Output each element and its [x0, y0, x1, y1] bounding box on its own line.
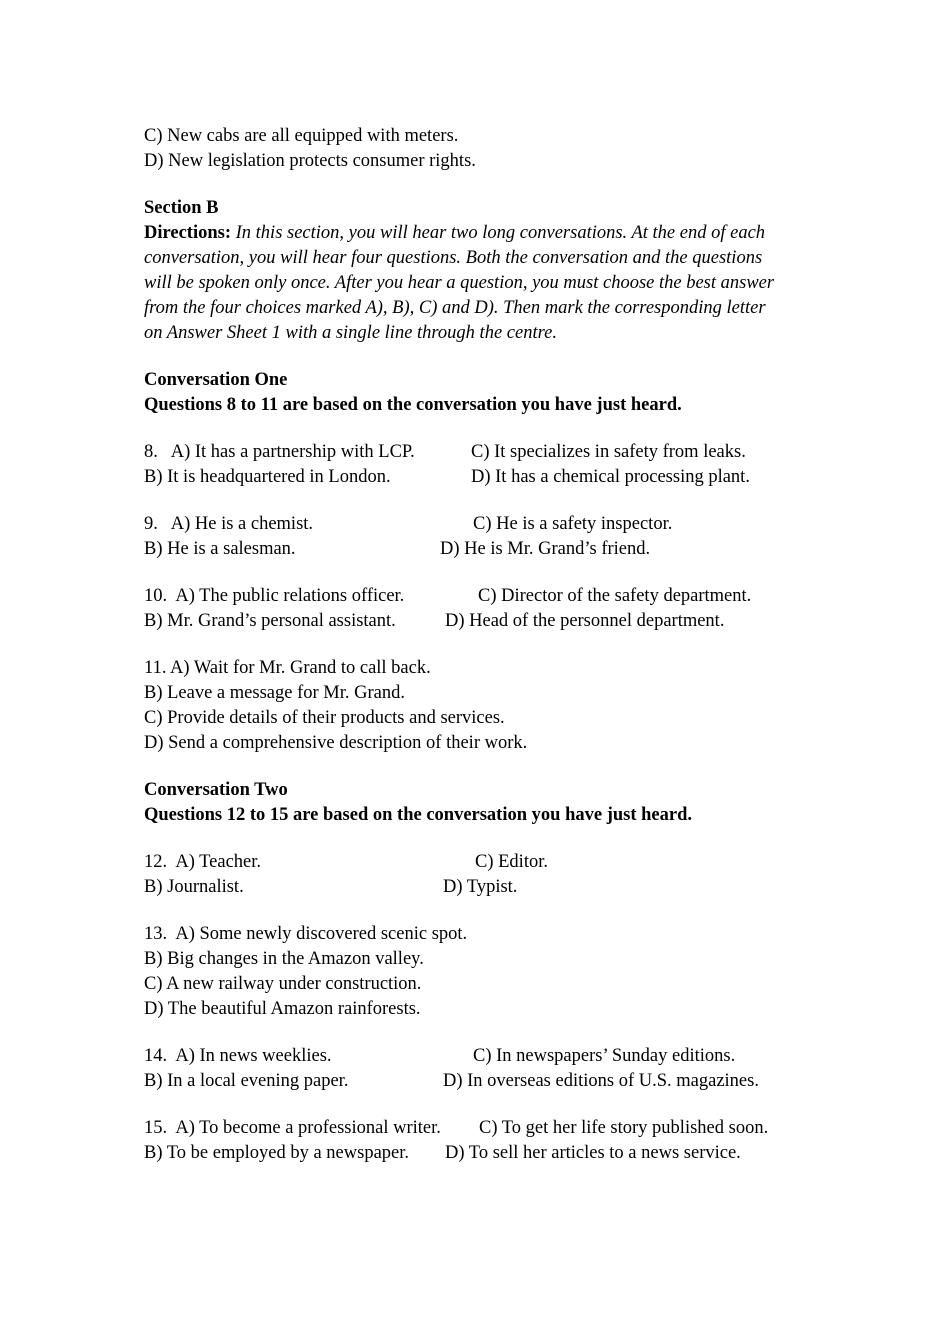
- q8-option-d: D) It has a chemical processing plant.: [471, 467, 750, 487]
- directions-line-3: will be spoken only once. After you hear a question, you must choose the best answer: [144, 273, 775, 293]
- directions-label: Directions:: [144, 223, 231, 243]
- option-c-previous: C) New cabs are all equipped with meters.: [144, 126, 459, 146]
- q10-option-d: D) Head of the personnel department.: [445, 611, 725, 631]
- q15-option-c: C) To get her life story published soon.: [479, 1118, 769, 1138]
- q14-option-d: D) In overseas editions of U.S. magazines.: [443, 1071, 759, 1091]
- q14-option-c: C) In newspapers’ Sunday editions.: [473, 1046, 736, 1066]
- q11-option-c: C) Provide details of their products and services.: [144, 708, 505, 728]
- q9-option-b: B) He is a salesman.: [144, 539, 296, 559]
- q13-option-b: B) Big changes in the Amazon valley.: [144, 949, 424, 969]
- q12-option-d: D) Typist.: [443, 877, 518, 897]
- q11-option-b: B) Leave a message for Mr. Grand.: [144, 683, 405, 703]
- q8-option-c: C) It specializes in safety from leaks.: [471, 442, 746, 462]
- q9-option-a: 9. A) He is a chemist.: [144, 514, 314, 534]
- conversation-one-instruction: Questions 8 to 11 are based on the conversation you have just heard.: [144, 395, 682, 415]
- conversation-one-title: Conversation One: [144, 370, 288, 390]
- section-b-heading: Section B: [144, 198, 219, 218]
- q15-option-a: 15. A) To become a professional writer.: [144, 1118, 441, 1138]
- q9-option-c: C) He is a safety inspector.: [473, 514, 673, 534]
- directions-line-4: from the four choices marked A), B), C) and D). Then mark the corresponding letter: [144, 298, 766, 318]
- q11-option-a: 11. A) Wait for Mr. Grand to call back.: [144, 658, 431, 678]
- q9-option-d: D) He is Mr. Grand’s friend.: [440, 539, 651, 559]
- conversation-two-title: Conversation Two: [144, 780, 288, 800]
- q15-option-b: B) To be employed by a newspaper.: [144, 1143, 410, 1163]
- q13-option-a: 13. A) Some newly discovered scenic spot.: [144, 924, 468, 944]
- q13-option-d: D) The beautiful Amazon rainforests.: [144, 999, 421, 1019]
- directions-line-5: on Answer Sheet 1 with a single line through the centre.: [144, 323, 557, 343]
- q10-option-b: B) Mr. Grand’s personal assistant.: [144, 611, 396, 631]
- directions-text: In this section, you will hear two long conversations. At the end of each: [231, 223, 766, 243]
- q11-option-d: D) Send a comprehensive description of their work.: [144, 733, 528, 753]
- q14-option-a: 14. A) In news weeklies.: [144, 1046, 332, 1066]
- q12-option-a: 12. A) Teacher.: [144, 852, 262, 872]
- option-d-previous: D) New legislation protects consumer rights.: [144, 151, 476, 171]
- directions-line-2: conversation, you will hear four questions. Both the conversation and the questions: [144, 248, 763, 268]
- q12-option-b: B) Journalist.: [144, 877, 244, 897]
- q12-option-c: C) Editor.: [475, 852, 548, 872]
- directions-line-1: [144, 221, 765, 246]
- q10-option-a: 10. A) The public relations officer.: [144, 586, 405, 606]
- q8-option-b: B) It is headquartered in London.: [144, 467, 391, 487]
- q15-option-d: D) To sell her articles to a news service.: [445, 1143, 741, 1163]
- q10-option-c: C) Director of the safety department.: [478, 586, 752, 606]
- q14-option-b: B) In a local evening paper.: [144, 1071, 349, 1091]
- conversation-two-instruction: Questions 12 to 15 are based on the conversation you have just heard.: [144, 805, 692, 825]
- q13-option-c: C) A new railway under construction.: [144, 974, 422, 994]
- q8-option-a: 8. A) It has a partnership with LCP.: [144, 442, 415, 462]
